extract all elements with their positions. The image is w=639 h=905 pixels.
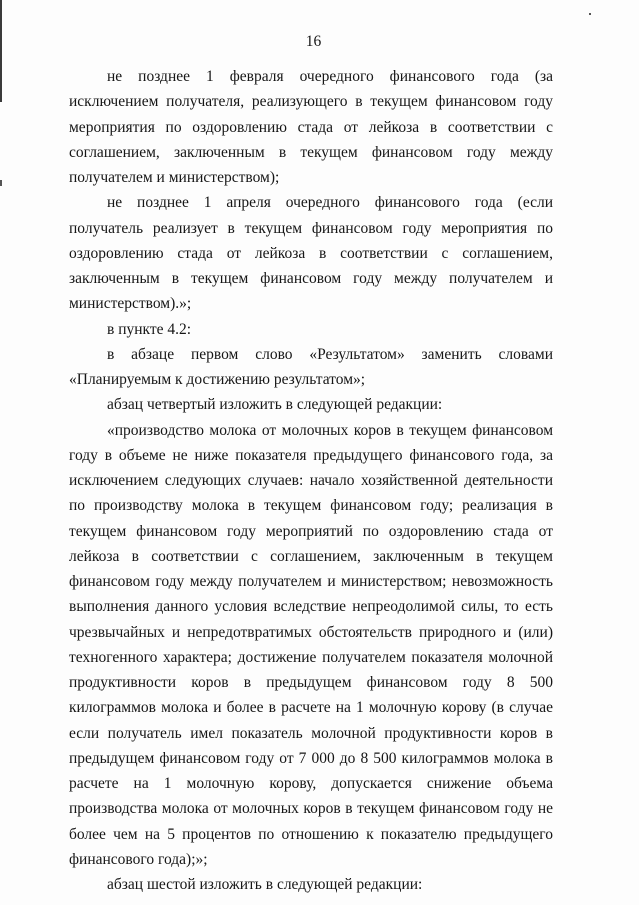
scan-edge-mark <box>0 180 2 186</box>
page-number: 16 <box>305 33 322 50</box>
paragraph: в абзаце первом слово «Результатом» заменить словами «Планируемым к достижению результатом»; <box>69 345 553 388</box>
scan-edge-mark <box>0 0 2 102</box>
paragraph: «производство молока от молочных коров в текущем финансовом году в объеме не ниже показателя предыдущего финансового года, за исключением следующих случаев: начало хозяйственной деятельности по производству молока в текущем финансовом году; реализация в текущем финансовом году мероприятий по оздоровлению стада от лейкоза в соответствии с соглашением, заключенным в текущем финансовом году между получателем и министерством; невозможность выполнения данного условия вследствие непреодолимой силы, то есть чрезвычайных и непредотвратимых обстоятельств природного и (или) техногенного характера; достижение получателем показателя молочной продуктивности коров в предыдущем финансовом году 8 500 килограммов молока и более в расчете на 1 молочную корову (в случае если получатель имел показатель молочной продуктивности коров в предыдущем финансовом году от 7 000 до 8 500 килограммов молока в расчете на 1 молочную корову, допускается снижение объема производства молока от молочных коров в текущем финансовом году не более чем на 5 процентов по отношению к показателю предыдущего финансового года);»; <box>69 421 553 868</box>
paragraph: абзац шестой изложить в следующей редакции: <box>107 876 423 893</box>
paragraph: не позднее 1 февраля очередного финансового года (за исключением получателя, реализующего в текущем финансовом году мероприятия по оздоровлению стада от лейкоза в соответствии с соглашением, заключенным в текущем финансовом году между получателем и министерством); <box>69 68 553 186</box>
paragraph: не позднее 1 апреля очередного финансового года (если получатель реализует в текущем финансовом году мероприятия по оздоровлению стада от лейкоза в соответствии с соглашением, заключенным в текущем финансовом году между получателем и министерством).»; <box>69 194 553 313</box>
document-body <box>69 64 553 897</box>
paragraph: в пункте 4.2: <box>107 320 192 338</box>
paragraph: абзац четвертый изложить в следующей редакции: <box>107 396 443 414</box>
scan-dot <box>589 13 591 15</box>
